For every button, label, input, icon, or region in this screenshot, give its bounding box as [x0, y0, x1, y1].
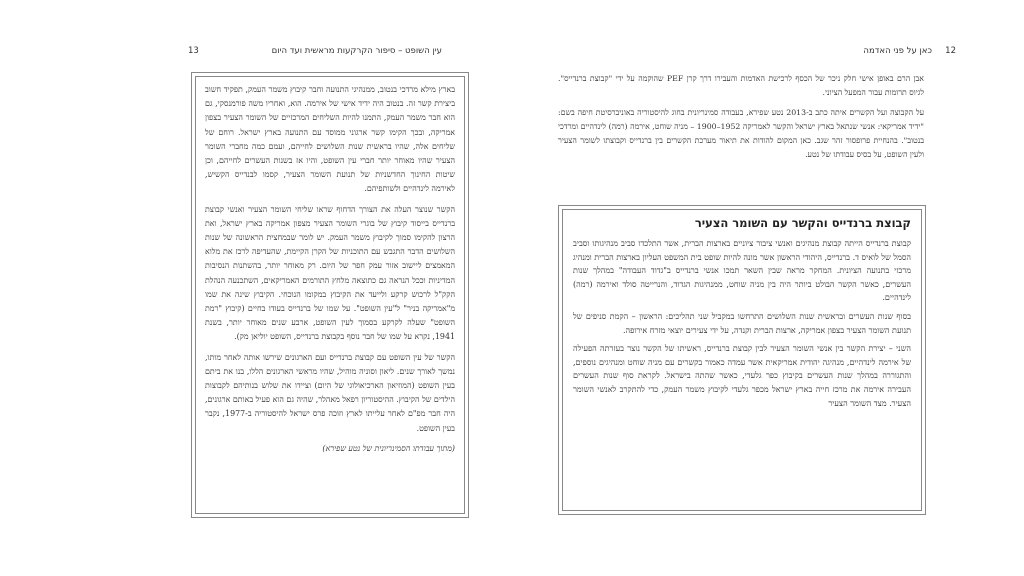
page-number: 13 [188, 46, 199, 56]
quote-text [205, 83, 455, 507]
info-box-inner [562, 209, 922, 511]
quote-frame [191, 72, 469, 518]
intro-paragraph: אבן הרם באופן אישי חלק ניכר של הכסף לרכישת האדמות והעבירו דרך קרן PEF שהוקמה על ידי "קבוצת ברנדייס". לגיוס תרומות עבור המפעל הציוני. [558, 74, 924, 97]
quote-paragraph: הקשר שנוצר העלה את הצורך הדחוף שראו שליחי השומר הצעיר ואנשי קבוצת ברנדייס בייסוד קיבוץ של בוגרי השומר הצעיר מצפון אמריקה בארץ ישראל, ואת הרצון להקימו סמוך לקיבוץ משמר העמק. יש לומר שבמחצית הראשונה של שנות השלושים הדבר התגבש עם התוכניות של הקרן הקיימת, שהעדיפה לרכז את מלוא המאמצים ליישוב אזור עמק חפר של היום. רק מאוחר יותר, בהשתנות הנסיבות המדיניות וככל הנראה גם כתוצאה מלחץ התורמים האמריקאים, השתכנעה הנהלת הקק"ל לרכוש קרקע ולייעד את הקיבוץ במקומו הנוכחי. הקיבוץ שינה את שמו מ"אמריקה בניר" ל"עין השופט". על שמו של ברנדייס בעודו בחיים (קיבוץ "רמת השופט" שעלה לקרקע בסמוך לעין השופט, ארבע שנים מאוחר יותר, בשנת 1941, נקרא על שמו של חבר נוסף בקבוצת ברנדייס, השופט יוליאן מק). [205, 204, 455, 342]
running-header: עין השופט – סיפור הקרקעות מראשית ועד היום [271, 46, 442, 56]
box-text [573, 237, 911, 410]
quote-paragraph: הקשר של עין השופט עם קבוצת ברנדייס ועם הארגונים שירשו אותה לאחר מותו, נמשך לאורך שנים. ליאון וסוניה מוהיל, שהיו מראשי הארגונים הללו, בנו את ביתם בעין השופט (המוזיאון הארכיאולוגי של היום) וציידו את שלוש בנותיהם לקבוצות הילדים של הקיבוץ. ההיסטוריון רפאל מאהלר, שהיה גם הוא פעיל באותם ארגונים, היה חבר מפ"ם לאחר עלייתו לארץ וזוכה פרס ישראל להיסטוריה ב-1977, נקבר בעין השופט. [205, 352, 455, 433]
box-title: קבוצת ברנדייס והקשר עם השומר הצעיר [694, 216, 911, 230]
intro-paragraph: על הקבוצה ועל הקשרים איתה כתב ב-2013 נטע שפירא, בעבודה סמינריונית בחוג להיסטוריה באוניברסיטת חיפה בשם: "ידיד אמריקאי: אנשי שנתאל בארץ ישראל והקשר לאמריקה 1952–1900 – מניה שוחט, אירמה (רמה) לינדהיים ומרדכי בנטוב". בהנחיית פרופסור זהר שגב. כאן המקום להודות את תיאור מערכת הקשרים בין ברנדייס וקבוצתו לשומר הצעיר ולעין השופט, על בסיס עבודתו של נטע. [558, 108, 925, 159]
box-paragraph: בסוף שנות העשרים ובראשית שנות השלושים התרחשו במקביל שני תהליכים: הראשון – הקמת סניפים של תנועת השומר הצעיר בצפון אמריקה, ארצות הברית וקנדה, על ידי צעירים יוצאי מזרח אירופה. [573, 311, 911, 335]
box-paragraph: קבוצת ברנדייס הייתה קבוצת מנהיגים ואנשי ציבור ציוניים בארצות הברית, אשר התלכדו סביב מנהיגותו וסביב הסמל של לואיס ד. ברנדייס, היהודי הראשון אשר מונה להיות שופט בית המשפט העליון בארצות הברית ומנהיג מרכזי בתנועה הציונית. המחקר מראה שבין השאר תמכו אנשי ברנדייס ב"גדוד העבודה" במהלך שנות העשרים, כאשר הקשר הבולט ביותר היה בין מניה שוחט, ממנהיגות הגדוד, והנרייטה סולד ואירמה (רמה) לינדהיים. [573, 239, 911, 303]
right-page [512, 0, 1024, 576]
running-header: כאן על פני האדמה [863, 46, 932, 56]
info-box [558, 205, 926, 515]
box-paragraph: השני – יצירת הקשר בין אנשי השומר הצעיר לבין קבוצת ברנדייס, ראשיתו של הקשר נוצר בעזרתה הפעילה של אירמה לינדהיים, מנהיגה יהודית אמריקאית אשר עמדה כאמור בקשרים עם מניה שוחט ומנהיגים נוספים, והתגוררה במהלך שנות העשרים בקיבוץ כפר גלעדי, כאשר שהתה בישראל. לקראת סוף שנות העשרים העבירה אירמה את מרכז חייה בארץ ישראל מכפר גלעדי לקיבוץ משמר העמק, כדי להתקרב לאנשי השומר הצעיר. מצד השומר הצעיר [573, 344, 911, 408]
quote-frame-inner [195, 76, 465, 514]
quote-paragraph: בארץ מילא מרדכי בנטוב, ממנהיגי התנועה וחבר קיבוץ משמר העמק, תפקיד חשוב ביצירת קשר זה. בנטוב היה ידיד אישי של אירמה. הוא, ואחריו משה פורמנסקי, גם הוא חבר משמר העמק, התמנו להיות השליחים המרכזיים של השומר הצעיר בצפון אמריקה, ובכך הקימו קשר ארגוני ממוסד עם התנועה בארץ ישראל. רוחם של שליחים אלה, שהיו בראשית שנות השלושים לחייהם, ועמם כמה מחברי השומר הצעיר שהיו מאוחר יותר חברי עין השופט, והיו אז בשנות העשרים לחייהם, וכן שיטות החינוך החדשניות של תנועת השומר הצעיר, קסמו לבנדייס הקשיש, לאירמה לינדהיים ולשותפיהם. [205, 85, 455, 194]
source-note: (מתוך עבודתו הסמינריונית של נטע שפירא) [322, 443, 455, 453]
intro-text [558, 72, 924, 168]
info-box-content [573, 216, 911, 506]
page-number: 12 [945, 46, 956, 56]
